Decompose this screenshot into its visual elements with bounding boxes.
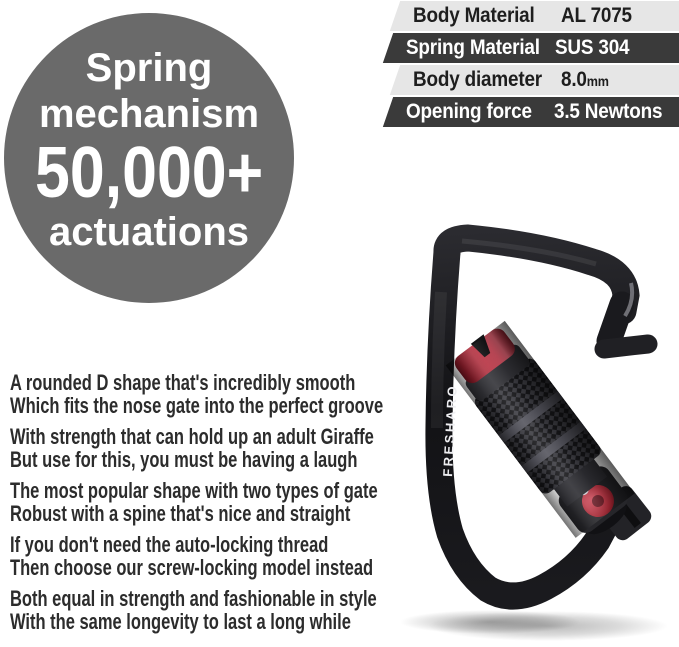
copy-line: Then choose our screw-locking model instead — [10, 554, 374, 580]
badge-line-4: actuations — [48, 210, 250, 254]
copy-line: With the same longevity to last a long while — [10, 608, 351, 634]
carabiner-graphic — [400, 205, 679, 647]
spec-row-body-material — [390, 1, 679, 31]
badge-line-actuation-count: 50,000+ — [34, 133, 264, 213]
spec-row-opening-force — [383, 97, 679, 127]
spring-badge — [4, 13, 294, 303]
carabiner-svg — [400, 205, 679, 647]
copy-line: Which fits the nose gate into the perfect groove — [10, 392, 384, 418]
copy-line: The most popular shape with two types of gate — [10, 478, 378, 503]
copy-line: But use for this, you must be having a laugh — [10, 446, 358, 472]
copy-line: Both equal in strength and fashionable in style — [10, 586, 377, 611]
spec-value: AL 7075 — [561, 4, 632, 27]
badge-line-1: Spring — [85, 46, 213, 90]
spec-label: Body Material — [413, 4, 535, 27]
brand-text: FRESHARO — [440, 383, 460, 478]
badge-line-2: mechanism — [38, 92, 260, 136]
spec-label: Opening force — [406, 100, 532, 123]
spec-value: 3.5 Newtons — [554, 100, 663, 123]
copy-line: If you don't need the auto-locking thread — [10, 532, 329, 557]
spec-label: Body diameter — [413, 68, 542, 91]
spec-row-spring-material — [383, 33, 679, 63]
spring-badge-text — [18, 45, 280, 255]
copy-line: Robust with a spine that's nice and straight — [10, 500, 351, 526]
spec-value: 8.0mm — [561, 68, 609, 91]
copy-line: A rounded D shape that's incredibly smooth — [10, 370, 356, 395]
spec-value: SUS 304 — [554, 36, 630, 59]
spec-label: Spring Material — [406, 36, 540, 59]
spec-row-body-diameter — [390, 65, 679, 95]
copy-line: With strength that can hold up an adult Giraffe — [10, 424, 374, 449]
carabiner-nose-hook — [609, 304, 622, 341]
